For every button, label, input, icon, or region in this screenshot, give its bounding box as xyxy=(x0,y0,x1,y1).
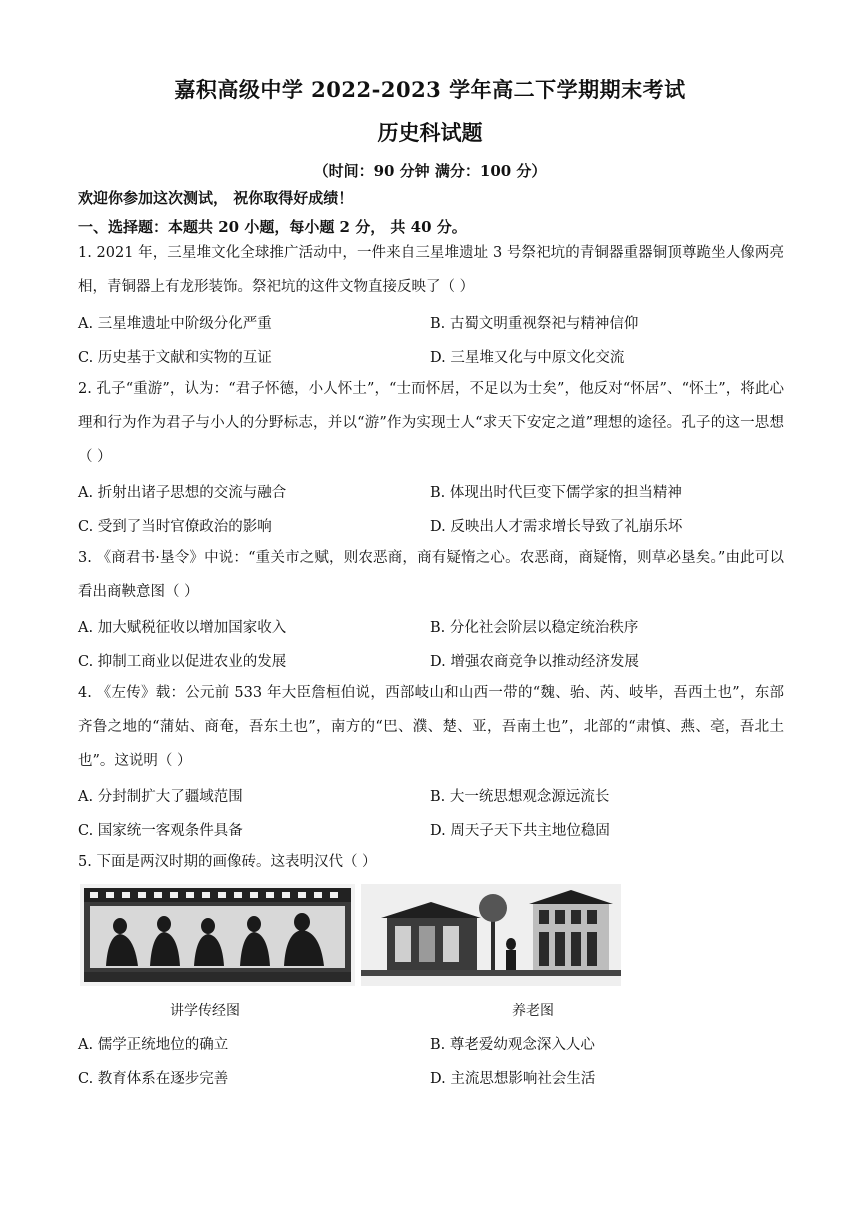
q5-option-a: A. 儒学正统地位的确立 xyxy=(78,1037,229,1053)
welcome-text: 欢迎你参加这次测试， 祝你取得好成绩！ xyxy=(78,189,354,207)
q5-option-c: C. 教育体系在逐步完善 xyxy=(78,1071,229,1087)
question-3-stem: 3. 《商君书·垦令》中说：“重关市之赋，则农恶商，商有疑惰之心。农恶商，商疑惰，则草必垦矣。”由此可以看出商鞅意图（ ） xyxy=(78,550,784,600)
q1-option-b: B. 古蜀文明重视祭祀与精神信仰 xyxy=(430,316,639,332)
section-title: 一、选择题：本题共 20 小题，每小题 2 分， 共 40 分。 xyxy=(78,218,467,236)
elderly-care-rubbing-image xyxy=(361,884,621,986)
q2-option-a: A. 折射出诸子思想的交流与融合 xyxy=(78,485,287,501)
q3-option-d: D. 增强农商竞争以推动经济发展 xyxy=(430,654,639,670)
q2-option-b: B. 体现出时代巨变下儒学家的担当精神 xyxy=(430,485,682,501)
q4-option-b: B. 大一统思想观念源远流长 xyxy=(430,789,610,805)
q3-option-b: B. 分化社会阶层以稳定统治秩序 xyxy=(430,620,639,636)
q4-option-c: C. 国家统一客观条件具备 xyxy=(78,823,243,839)
question-4-stem: 4. 《左传》载：公元前 533 年大臣詹桓伯说，西部岐山和山西一带的“魏、骀、芮、岐毕，吾西土也”，东部齐鲁之地的“蒲姑、商奄，吾东土也”，南方的“巴、濮、楚、亚，吾南土也”，北部的“肃慎、燕、亳，吾北土也”。这说明（ ） xyxy=(78,685,784,769)
elderly-care-image-caption: 养老图 xyxy=(512,1003,554,1019)
question-5-stem: 5. 下面是两汉时期的画像砖。这表明汉代（ ） xyxy=(78,854,377,870)
exam-title: 嘉积高级中学 2022-2023 学年高二下学期期末考试 xyxy=(174,77,686,102)
q4-option-d: D. 周天子天下共主地位稳固 xyxy=(430,823,610,839)
q3-option-c: C. 抑制工商业以促进农业的发展 xyxy=(78,654,287,670)
q3-option-a: A. 加大赋税征收以增加国家收入 xyxy=(78,620,287,636)
lecture-rubbing-image xyxy=(80,884,355,986)
lecture-image-caption: 讲学传经图 xyxy=(170,1003,240,1019)
exam-info: （时间：90 分钟 满分：100 分） xyxy=(313,162,547,180)
question-2-stem: 2. 孔子“重游”，认为：“君子怀德，小人怀土”，“士而怀居，不足以为士矣”，他反对“怀居”、“怀土”，将此心理和行为作为君子与小人的分野标志，并以“游”作为实现士人“求天下安定之道”理想的途径。孔子的这一思想（ ） xyxy=(78,381,784,465)
q4-option-a: A. 分封制扩大了疆域范围 xyxy=(78,789,243,805)
q1-option-d: D. 三星堆又化与中原文化交流 xyxy=(430,350,625,366)
question-1-stem: 1. 2021 年，三星堆文化全球推广活动中，一件来自三星堆遗址 3 号祭祀坑的青铜器重器铜顶尊跪坐人像两亮相，青铜器上有龙形装饰。祭祀坑的这件文物直接反映了（ ） xyxy=(78,245,784,295)
q1-option-a: A. 三星堆遗址中阶级分化严重 xyxy=(78,316,272,332)
q5-option-b: B. 尊老爱幼观念深入人心 xyxy=(430,1037,595,1053)
q5-option-d: D. 主流思想影响社会生活 xyxy=(430,1071,596,1087)
subject-title: 历史科试题 xyxy=(377,120,483,145)
q1-option-c: C. 历史基于文献和实物的互证 xyxy=(78,350,272,366)
q2-option-d: D. 反映出人才需求增长导致了礼崩乐坏 xyxy=(430,519,683,535)
q2-option-c: C. 受到了当时官僚政治的影响 xyxy=(78,519,272,535)
